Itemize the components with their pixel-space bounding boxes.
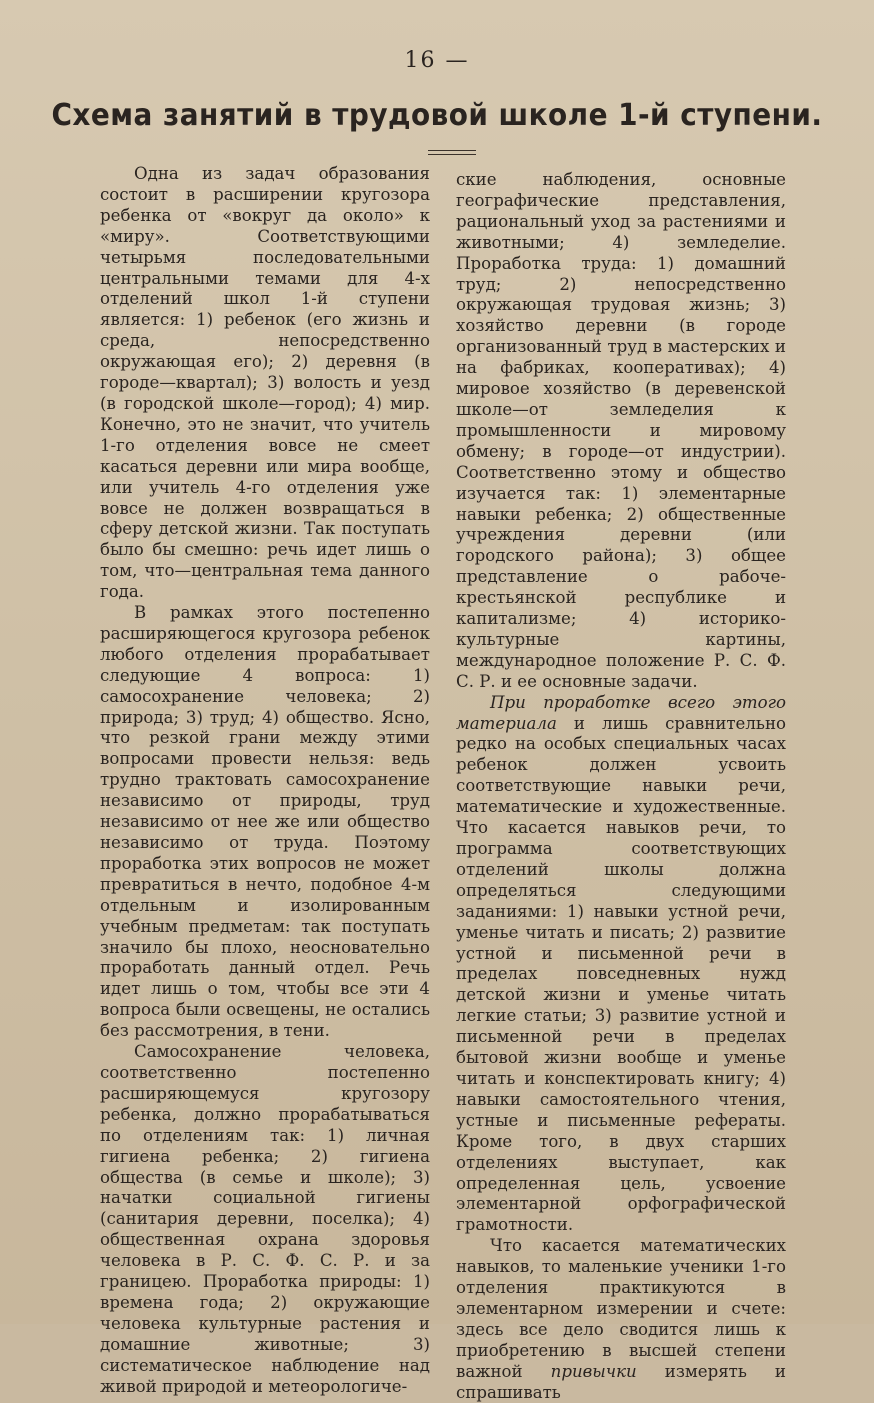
page-number: 16 — [404, 48, 470, 73]
paragraph: ские наблюдения, основные географические представления, рациональный уход за растениями и животными; 4) земледелие. Проработка труда: 1) домашний труд; 2) непосредственно окружающая трудовая жизнь; 3) хозяйство деревни (в городе организованный труд в мастерских и на фабриках, кооперативах); 4) мировое хозяйство (в деревенской школе—от земледелия к промышленности и мировому обмену; в городе—от индустрии). Соответственно этому и общество изучается так: 1) элементарные навыки ребенка; 2) общественные учреждения деревни (или городского района); 3) общее представление о рабоче-крестьянской республике и капитализме; 4) историко-культурные картины, международное положение Р. С. Ф. С. Р. и ее основные задачи. [456, 170, 786, 691]
paragraph: Одна из задач образования состоит в расширении кругозора ребенка от «вокруг да около» к «миру». Соответствующими четырьмя последовательными центральными темами для 4-х отделений школ 1-й ступени является: 1) ребенок (его жизнь и среда, непосредственно окружающая его); 2) деревня (в городе—квартал); 3) волость и уезд (в городской школе—город); 4) мир. Конечно, это не значит, что учитель 1-го отделения вовсе не смеет касаться деревни или мира вообще, или учитель 4-го отделения уже вовсе не должен возвращаться в сферу детской жизни. Так поступать было бы смешно: речь идет лишь о том, что—центральная тема данного года. [100, 164, 430, 602]
page-title: Схема занятий в трудовой школе 1-й ступени. [51, 98, 823, 133]
paragraph-text: измерять и спрашивать [456, 1361, 786, 1402]
paragraph: В рамках этого постепенно расширяющегося кругозора ребенок любого отделения прорабатывает следующие 4 вопроса: 1) самосохранение человека; 2) природа; 3) труд; 4) общество. Ясно, что резкой грани между этими вопросами провести нельзя: ведь трудно трактовать самосохранение независимо от природы, труд независимо от нее же или общество независимо от труда. Поэтому проработка этих вопросов не может превратиться в нечто, подобное 4-м отдельным и изолированным учебным предметам: так поступать значило бы плохо, неосновательно проработать данный отдел. Речь идет лишь о том, чтобы все эти 4 вопроса были освещены, не остались без рассмотрения, в тени. [100, 603, 430, 1041]
paragraph [456, 1236, 786, 1403]
paragraph-text: и лишь сравнительно редко на особых специальных часах ребенок должен усвоить соответствующие навыки речи, математические и художественные. Что касается навыков речи, то программа соответствующих отделений школы должна определяться следующими заданиями: 1) навыки устной речи, уменье читать и писать; 2) развитие устной и письменной речи в пределах повседневных нужд детской жизни и уменье читать легкие статьи; 3) развитие устной и письменной речи в пределах бытовой жизни вообще и уменье читать и конспектировать книгу; 4) навыки самостоятельного чтения, устные и письменные рефераты. Кроме того, в двух старших отделениях выступает, как определенная цель, усвоение элементарной орфографической грамотности. [456, 713, 786, 1235]
title-divider-bottom [428, 154, 476, 155]
italic-phrase: При проработке всего этого материала [456, 692, 786, 733]
paragraph [456, 693, 786, 1237]
italic-word: привычки [550, 1361, 637, 1381]
paragraph-text: Что касается математических навыков, то маленькие ученики 1-го отделения практикуются в элементарном измерении и счете: здесь все дело сводится лишь к приобретению в высшей степени важной [456, 1236, 786, 1381]
left-column [100, 164, 430, 1397]
paragraph: Самосохранение человека, соответственно постепенно расширяющемуся кругозору ребенка, должно прорабатываться по отделениям так: 1) личная гигиена ребенка; 2) гигиена общества (в семье и школе); 3) начатки социальной гигиены (санитария деревни, поселка); 4) общественная охрана здоровья человека в Р. С. Ф. С. Р. и за границею. Проработка природы: 1) времена года; 2) окружающие человека культурные растения и домашние животные; 3) систематическое наблюдение над живой природой и метеорологиче- [100, 1042, 430, 1396]
title-divider-top [428, 150, 476, 151]
right-column [456, 170, 786, 1403]
